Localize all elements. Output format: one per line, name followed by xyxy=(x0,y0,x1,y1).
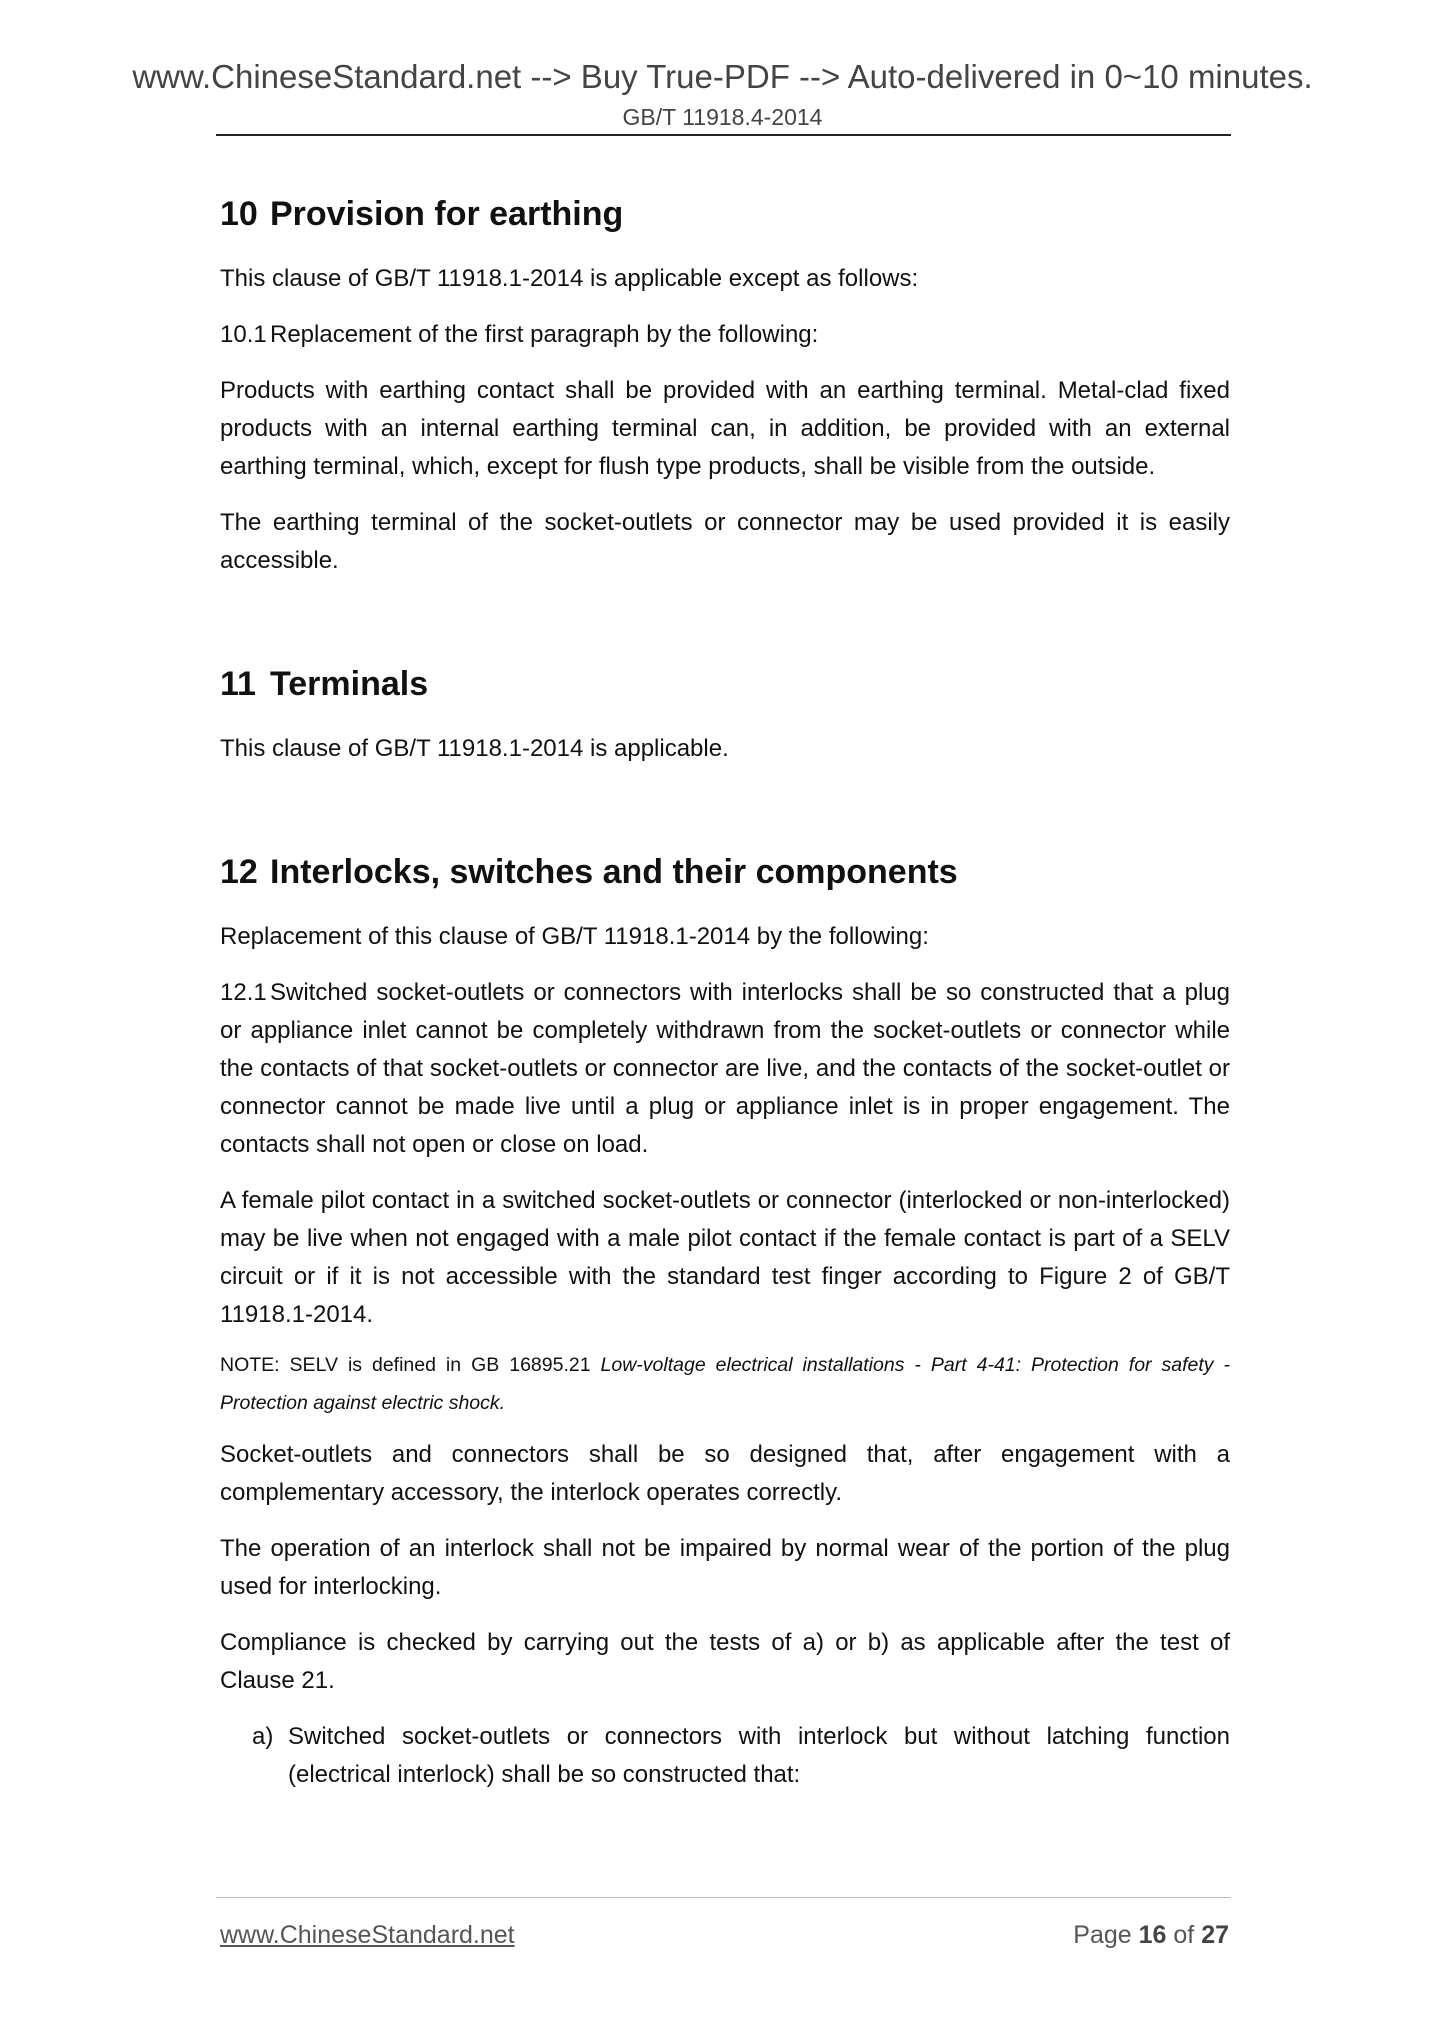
document-body xyxy=(220,190,1230,1794)
section-10-intro: This clause of GB/T 11918.1-2014 is applicable except as follows: xyxy=(220,265,919,292)
note-selv xyxy=(220,1346,1230,1422)
section-number: 11 xyxy=(220,665,256,703)
top-banner[interactable]: www.ChineseStandard.net --> Buy True-PDF --> Auto-delivered in 0~10 minutes. xyxy=(132,58,1313,95)
document-id: GB/T 11918.4-2014 xyxy=(622,104,823,130)
header-divider xyxy=(216,134,1231,136)
page-number xyxy=(1073,1921,1229,1950)
clause-number: 10.1 xyxy=(220,321,267,348)
clause-10-1 xyxy=(220,316,1230,354)
footer-website-link[interactable]: www.ChineseStandard.net xyxy=(220,1921,515,1949)
section-title: Provision for earthing xyxy=(270,195,624,233)
paragraph-interlock-design: Socket-outlets and connectors shall be so designed that, after engagement with a complementary accessory, the interlock operates correctly. xyxy=(220,1441,1230,1506)
section-title: Terminals xyxy=(270,665,429,703)
section-12-heading xyxy=(220,848,1230,896)
list-marker: a) xyxy=(252,1723,274,1750)
note-prefix: NOTE: SELV is defined in GB 16895.21 xyxy=(220,1354,601,1376)
page-of: of xyxy=(1166,1921,1202,1949)
section-10-heading xyxy=(220,190,1230,238)
list-item-a xyxy=(252,1718,1230,1794)
paragraph-pilot-contact: A female pilot contact in a switched socket-outlets or connector (interlocked or non-interlocked) may be live when not engaged with a male pilot contact if the female contact is part of a SELV circuit or if it is not accessible with the standard test finger according to Figure 2 of GB/T 11918.1-2014. xyxy=(220,1187,1230,1328)
clause-12-1 xyxy=(220,974,1230,1164)
footer-divider xyxy=(216,1897,1231,1898)
clause-text: Replacement of the first paragraph by the following: xyxy=(270,321,819,348)
section-11-intro: This clause of GB/T 11918.1-2014 is applicable. xyxy=(220,735,729,762)
paragraph-earthing-accessible: The earthing terminal of the socket-outlets or connector may be used provided it is easily accessible. xyxy=(220,509,1230,574)
clause-number: 12.1 xyxy=(220,979,267,1006)
section-11-heading xyxy=(220,660,1230,708)
clause-text: Switched socket-outlets or connectors with interlocks shall be so constructed that a plug or appliance inlet cannot be completely withdrawn from the socket-outlets or connector while the contacts of that socket-outlets or connector are live, and the contacts of the socket-outlet or connector cannot be made live until a plug or appliance inlet is in proper engagement. The contacts shall not open or close on load. xyxy=(220,979,1230,1158)
page-label: Page xyxy=(1073,1921,1139,1949)
paragraph-interlock-wear: The operation of an interlock shall not be impaired by normal wear of the portion of the plug used for interlocking. xyxy=(220,1535,1230,1600)
note-reference-title: Low-voltage electrical installations - Part 4-41: Protection for safety - Protection against electric shock. xyxy=(220,1354,1231,1414)
paragraph-earthing-terminal: Products with earthing contact shall be provided with an earthing terminal. Metal-clad fixed products with an internal earthing terminal can, in addition, be provided with an external earthing terminal, which, except for flush type products, shall be visible from the outside. xyxy=(220,377,1230,480)
section-title: Interlocks, switches and their components xyxy=(270,853,958,891)
total-pages: 27 xyxy=(1201,1921,1229,1949)
section-number: 10 xyxy=(220,195,258,233)
current-page: 16 xyxy=(1138,1921,1167,1949)
section-12-intro: Replacement of this clause of GB/T 11918.1-2014 by the following: xyxy=(220,923,929,950)
list-item-text: Switched socket-outlets or connectors with interlock but without latching function (electrical interlock) shall be so constructed that: xyxy=(288,1723,1230,1788)
section-number: 12 xyxy=(220,853,258,891)
paragraph-compliance: Compliance is checked by carrying out the tests of a) or b) as applicable after the test of Clause 21. xyxy=(220,1629,1230,1694)
